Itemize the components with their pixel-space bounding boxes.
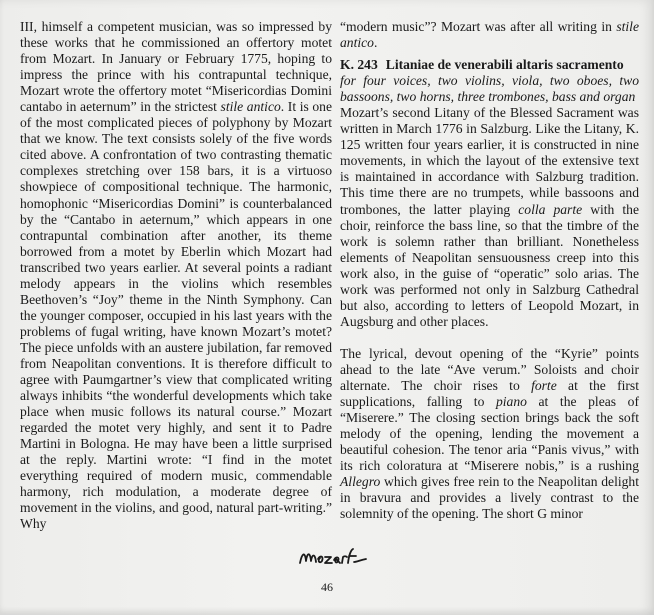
body-paragraph [340,105,639,330]
italic-text: stile antico [220,99,281,115]
text-run: III, himself a competent musician, was so impressed by these works that he commissioned an offertory motet from Mozart. In January or February 1775, hoping to impress the prince with his contrapuntal technique, Mozart wrote the offertory motet “Misericordias Domini cantabo in aeternum” in the strictest [20,19,332,115]
text-run: The lyrical, devout opening of the “Kyrie” points ahead to the late “Ave verum.” Soloists and choir alternate. The choir rises to [340,345,639,393]
italic-text: piano [495,394,527,410]
work-number: K. 243 [340,57,378,73]
work-title: Litaniae de venerabili altaris sacramento [385,57,624,73]
italic-text: stile antico [340,19,639,51]
text-run: . [373,35,378,51]
text-run: with the choir, reinforce the bass line, so that the timbre of the work is solemn rather than brilliant. Nonetheless elements of Neapolitan sensuousness creep into this work also, in the guise of “operatic” solo arias. The work was performed not only in Salzburg Cathedral but also, according to letters of Leopold Mozart, in Augsburg and other places. [340,201,640,329]
text-run: which gives free rein to the Neapolitan delight in bravura and provides a lively contrast to the solemnity of the opening. The short G minor [340,474,639,522]
italic-text: colla parte [518,201,583,217]
work-heading [340,57,639,73]
text-run: Mozart’s second Litany of the Blessed Sacrament was written in March 1776 in Salzburg. Like the Litany, K. 125 written four years earlier, it is constructed in nine movements, in which the layout of the extensive text is maintained in accordance with Salzburg tradition. This time there are no trumpets, while bassoons and trombones, the latter playing [340,105,639,217]
text-run: at the pleas of “Miserere.” The closing section brings back the soft melody of the opening, lending the movement a beautiful cohesion. The tenor aria “Panis vivus,” with its rich coloratura at “Miserere nobis,” is a rushing [340,394,639,474]
right-column [340,19,639,522]
italic-text: forte [531,377,557,393]
body-paragraph [20,19,332,533]
work-scoring: for four voices, two violins, viola, two oboes, two bassoons, two horns, three trombones, bass and organ [340,73,639,105]
body-paragraph [340,346,639,523]
italic-text: Allegro [340,474,381,490]
body-paragraph [340,19,639,51]
text-run: at the first supplications, falling to [340,377,639,410]
text-run: . It is one of the most complicated pieces of polyphony by Mozart that we know. The text consists solely of the five words cited above. A confrontation of two contrasting thematic complexes stretching over 158 bars, it is a virtuoso showpiece of compositional technique. The harmonic, homophonic “Misericordias Domini” is counterbalanced by the “Cantabo in aeternum,” which appears in one contrapuntal combination after another, its theme borrowed from a motet by Eberlin which Mozart had transcribed two years earlier. At several points a radiant melody appears in the violins which resembles Beethoven’s “Joy” theme in the Ninth Symphony. Can the younger composer, occupied in his last years with the problems of fugal writing, have known Mozart’s motet? The piece unfolds with an austere jubilation, far removed from Neapolitan conventions. It is therefore difficult to agree with Paumgartner’s view that complicated writing always inhibits “the wonderful developments which take place when music follows its natural course.” Mozart regarded the motet very highly, and sent it to Padre Martini in Bologna. He may have been a little surprised at the reply. Martini wrote: “I find in the motet everything required of modern music, commendable harmony, rich modulation, a moderate degree of movement in the violins, and good, natural part-writing.” Why [20,99,333,532]
left-column [20,19,332,533]
text-run: “modern music”? Mozart was after all writing in [340,19,617,34]
mozart-signature [296,545,370,571]
page-number: 46 [321,580,333,594]
